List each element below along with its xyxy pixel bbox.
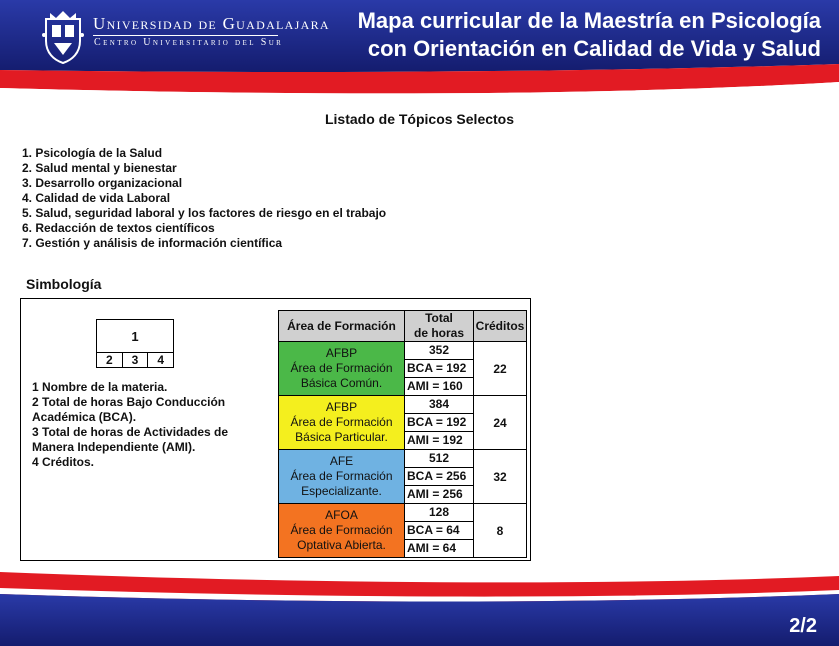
list-item: 5. Salud, seguridad laboral y los factores de riesgo en el trabajo [22,206,387,220]
area-cell [279,396,405,450]
credits-cell: 8 [474,504,527,558]
table-row [279,342,527,360]
total-hours: 512 [405,450,474,468]
bca-hours: BCA = 192 [405,360,474,378]
total-hours: 352 [405,342,474,360]
table-header-row [279,311,527,342]
sample-course-box [96,319,174,368]
page-title-line-2: con Orientación en Calidad de Vida y Salud [367,36,821,61]
sample-course-details [97,353,173,367]
page-number: 2/2 [789,615,817,637]
symbology-title: Simbología [26,276,102,292]
area-code: AFBP [325,346,358,360]
table-row [279,450,527,468]
sample-credits: 4 [157,353,165,367]
area-code: AFE [329,454,354,468]
list-item: 7. Gestión y análisis de información científica [22,236,283,250]
header-total-hours-line-1: Total [425,311,453,325]
formation-areas-table [278,310,527,558]
list-item: 1. Psicología de la Salud [22,146,163,160]
area-cell [279,342,405,396]
list-item: 2. Salud mental y bienestar [22,161,177,175]
topics-list [22,146,386,251]
bca-hours: BCA = 256 [405,468,474,486]
footer-banner [0,568,839,646]
area-name-line-1: Área de Formación [290,361,393,375]
area-name-line-2: Especializante. [301,484,382,498]
ami-hours: AMI = 256 [405,486,474,504]
header-total-hours-line-2: de horas [413,326,464,340]
table-row [279,504,527,522]
sample-ami-hours: 3 [123,353,149,367]
area-name-line-2: Optativa Abierta. [297,538,386,552]
list-item: 3. Desarrollo organizacional [22,176,183,190]
header-total-hours [405,311,474,342]
ami-hours: AMI = 160 [405,378,474,396]
total-hours: 384 [405,396,474,414]
page-title [321,7,821,63]
legend-item: 1 Nombre de la materia. [32,380,168,394]
area-name-line-2: Básica Particular. [295,430,388,444]
area-cell [279,504,405,558]
area-name-line-1: Área de Formación [290,415,393,429]
sample-bca-hours: 2 [97,353,123,367]
bca-hours: BCA = 64 [405,522,474,540]
topics-list-title: Listado de Tópicos Selectos [324,111,515,127]
area-name-line-1: Área de Formación [290,523,393,537]
credits-cell: 22 [474,342,527,396]
credits-cell: 24 [474,396,527,450]
sample-course-name: 1 [97,320,173,353]
list-item: 4. Calidad de vida Laboral [22,191,171,205]
legend-item: 2 Total de horas Bajo Conducción Académica (BCA). [32,395,226,424]
symbology-legend [32,380,257,470]
area-code: AFOA [325,508,358,522]
total-hours: 128 [405,504,474,522]
university-name-rule [93,35,278,36]
area-name-line-2: Básica Común. [300,376,383,390]
header-area: Área de Formación [279,311,405,342]
bca-hours: BCA = 192 [405,414,474,432]
university-name: Universidad de Guadalajara [93,14,330,33]
ami-hours: AMI = 192 [405,432,474,450]
area-code: AFBP [325,400,358,414]
area-cell [279,450,405,504]
university-crest-icon [40,5,86,65]
footer-background [0,568,839,646]
credits-cell: 32 [474,450,527,504]
ami-hours: AMI = 64 [405,540,474,558]
legend-item: 3 Total de horas de Actividades de Manera Independiente (AMI). [32,425,229,454]
area-name-line-1: Área de Formación [290,469,393,483]
table-row [279,396,527,414]
page-title-line-1: Mapa curricular de la Maestría en Psicología [357,8,821,33]
header-banner [0,0,839,100]
list-item: 6. Redacción de textos científicos [22,221,215,235]
legend-item: 4 Créditos. [32,455,95,469]
header-credits: Créditos [474,311,527,342]
university-center: Centro Universitario del Sur [94,37,284,48]
